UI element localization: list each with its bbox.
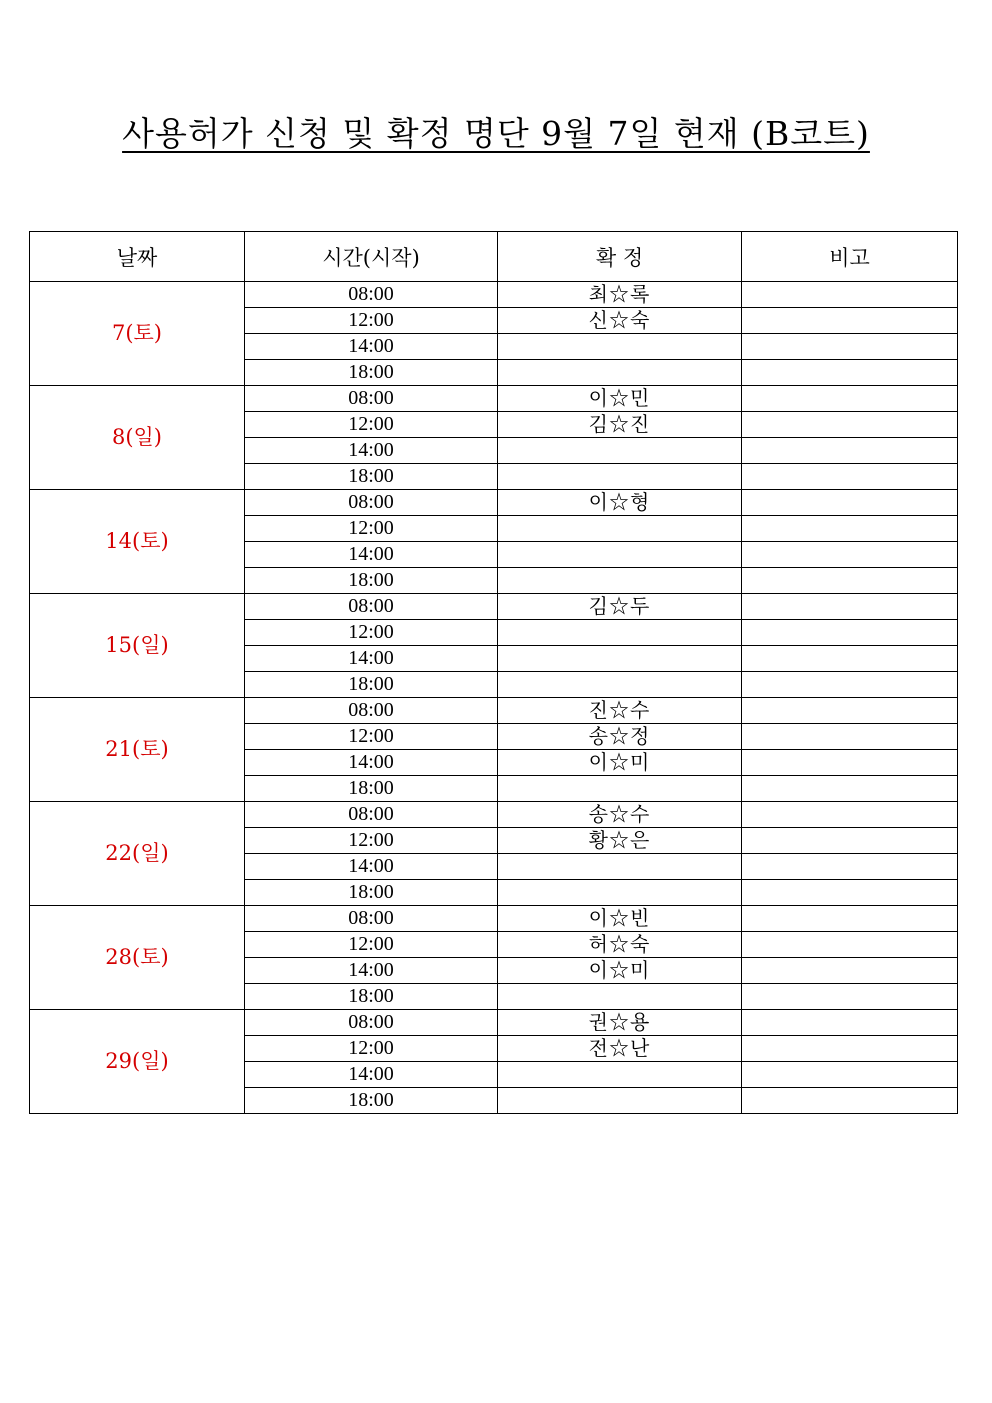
time-cell: 14:00	[245, 646, 498, 672]
confirmed-name-cell: 송☆정	[498, 724, 742, 750]
note-cell	[742, 620, 958, 646]
confirmed-name-cell	[498, 984, 742, 1010]
date-cell: 7(토)	[30, 282, 245, 386]
header-time: 시간(시작)	[245, 232, 498, 282]
time-cell: 18:00	[245, 568, 498, 594]
note-cell	[742, 802, 958, 828]
header-date: 날짜	[30, 232, 245, 282]
note-cell	[742, 308, 958, 334]
confirmed-name-cell	[498, 880, 742, 906]
date-cell: 28(토)	[30, 906, 245, 1010]
date-cell: 8(일)	[30, 386, 245, 490]
confirmed-name-cell: 이☆빈	[498, 906, 742, 932]
note-cell	[742, 568, 958, 594]
note-cell	[742, 698, 958, 724]
time-cell: 14:00	[245, 750, 498, 776]
time-cell: 08:00	[245, 594, 498, 620]
confirmed-name-cell	[498, 360, 742, 386]
confirmed-name-cell: 이☆미	[498, 750, 742, 776]
time-cell: 12:00	[245, 932, 498, 958]
note-cell	[742, 854, 958, 880]
time-cell: 08:00	[245, 490, 498, 516]
time-cell: 14:00	[245, 854, 498, 880]
time-cell: 08:00	[245, 802, 498, 828]
note-cell	[742, 490, 958, 516]
table-row	[30, 906, 958, 932]
time-cell: 08:00	[245, 698, 498, 724]
time-cell: 08:00	[245, 386, 498, 412]
table-row	[30, 386, 958, 412]
confirmed-name-cell: 김☆두	[498, 594, 742, 620]
note-cell	[742, 828, 958, 854]
time-cell: 18:00	[245, 672, 498, 698]
time-cell: 18:00	[245, 1088, 498, 1114]
note-cell	[742, 672, 958, 698]
note-cell	[742, 386, 958, 412]
page-title	[0, 112, 992, 156]
note-cell	[742, 542, 958, 568]
time-cell: 14:00	[245, 542, 498, 568]
confirmed-name-cell: 신☆숙	[498, 308, 742, 334]
confirmed-name-cell: 최☆록	[498, 282, 742, 308]
note-cell	[742, 646, 958, 672]
time-cell: 12:00	[245, 828, 498, 854]
date-cell: 14(토)	[30, 490, 245, 594]
note-cell	[742, 412, 958, 438]
note-cell	[742, 594, 958, 620]
schedule-body	[30, 282, 958, 1114]
date-cell: 22(일)	[30, 802, 245, 906]
note-cell	[742, 282, 958, 308]
time-cell: 12:00	[245, 620, 498, 646]
confirmed-name-cell: 진☆수	[498, 698, 742, 724]
time-cell: 18:00	[245, 464, 498, 490]
confirmed-name-cell	[498, 854, 742, 880]
note-cell	[742, 1010, 958, 1036]
note-cell	[742, 464, 958, 490]
confirmed-name-cell	[498, 1088, 742, 1114]
table-row	[30, 698, 958, 724]
table-row	[30, 594, 958, 620]
note-cell	[742, 750, 958, 776]
header-confirmed: 확 정	[498, 232, 742, 282]
time-cell: 18:00	[245, 776, 498, 802]
confirmed-name-cell: 송☆수	[498, 802, 742, 828]
note-cell	[742, 360, 958, 386]
confirmed-name-cell	[498, 568, 742, 594]
confirmed-name-cell: 황☆은	[498, 828, 742, 854]
table-row	[30, 1010, 958, 1036]
header-note: 비고	[742, 232, 958, 282]
note-cell	[742, 880, 958, 906]
date-cell: 29(일)	[30, 1010, 245, 1114]
date-cell: 21(토)	[30, 698, 245, 802]
confirmed-name-cell	[498, 646, 742, 672]
confirmed-name-cell: 허☆숙	[498, 932, 742, 958]
time-cell: 12:00	[245, 724, 498, 750]
note-cell	[742, 438, 958, 464]
time-cell: 12:00	[245, 1036, 498, 1062]
note-cell	[742, 1088, 958, 1114]
confirmed-name-cell	[498, 1062, 742, 1088]
note-cell	[742, 724, 958, 750]
time-cell: 14:00	[245, 1062, 498, 1088]
time-cell: 08:00	[245, 282, 498, 308]
confirmed-name-cell: 이☆미	[498, 958, 742, 984]
note-cell	[742, 906, 958, 932]
note-cell	[742, 958, 958, 984]
note-cell	[742, 1062, 958, 1088]
time-cell: 14:00	[245, 438, 498, 464]
time-cell: 08:00	[245, 906, 498, 932]
time-cell: 14:00	[245, 958, 498, 984]
time-cell: 12:00	[245, 308, 498, 334]
confirmed-name-cell	[498, 334, 742, 360]
confirmed-name-cell: 전☆난	[498, 1036, 742, 1062]
confirmed-name-cell: 김☆진	[498, 412, 742, 438]
time-cell: 08:00	[245, 1010, 498, 1036]
schedule-table	[29, 231, 958, 1114]
header-row	[30, 232, 958, 282]
note-cell	[742, 984, 958, 1010]
time-cell: 18:00	[245, 360, 498, 386]
confirmed-name-cell	[498, 620, 742, 646]
confirmed-name-cell	[498, 464, 742, 490]
note-cell	[742, 334, 958, 360]
table-row	[30, 802, 958, 828]
confirmed-name-cell	[498, 516, 742, 542]
date-cell: 15(일)	[30, 594, 245, 698]
confirmed-name-cell	[498, 542, 742, 568]
confirmed-name-cell	[498, 672, 742, 698]
confirmed-name-cell: 이☆형	[498, 490, 742, 516]
time-cell: 18:00	[245, 880, 498, 906]
time-cell: 12:00	[245, 516, 498, 542]
note-cell	[742, 1036, 958, 1062]
time-cell: 14:00	[245, 334, 498, 360]
table-row	[30, 490, 958, 516]
confirmed-name-cell	[498, 438, 742, 464]
confirmed-name-cell	[498, 776, 742, 802]
table-row	[30, 282, 958, 308]
note-cell	[742, 932, 958, 958]
time-cell: 18:00	[245, 984, 498, 1010]
note-cell	[742, 516, 958, 542]
confirmed-name-cell: 이☆민	[498, 386, 742, 412]
confirmed-name-cell: 권☆용	[498, 1010, 742, 1036]
note-cell	[742, 776, 958, 802]
page-title-text: 사용허가 신청 및 확정 명단 9월 7일 현재 (B코트)	[122, 114, 870, 153]
time-cell: 12:00	[245, 412, 498, 438]
